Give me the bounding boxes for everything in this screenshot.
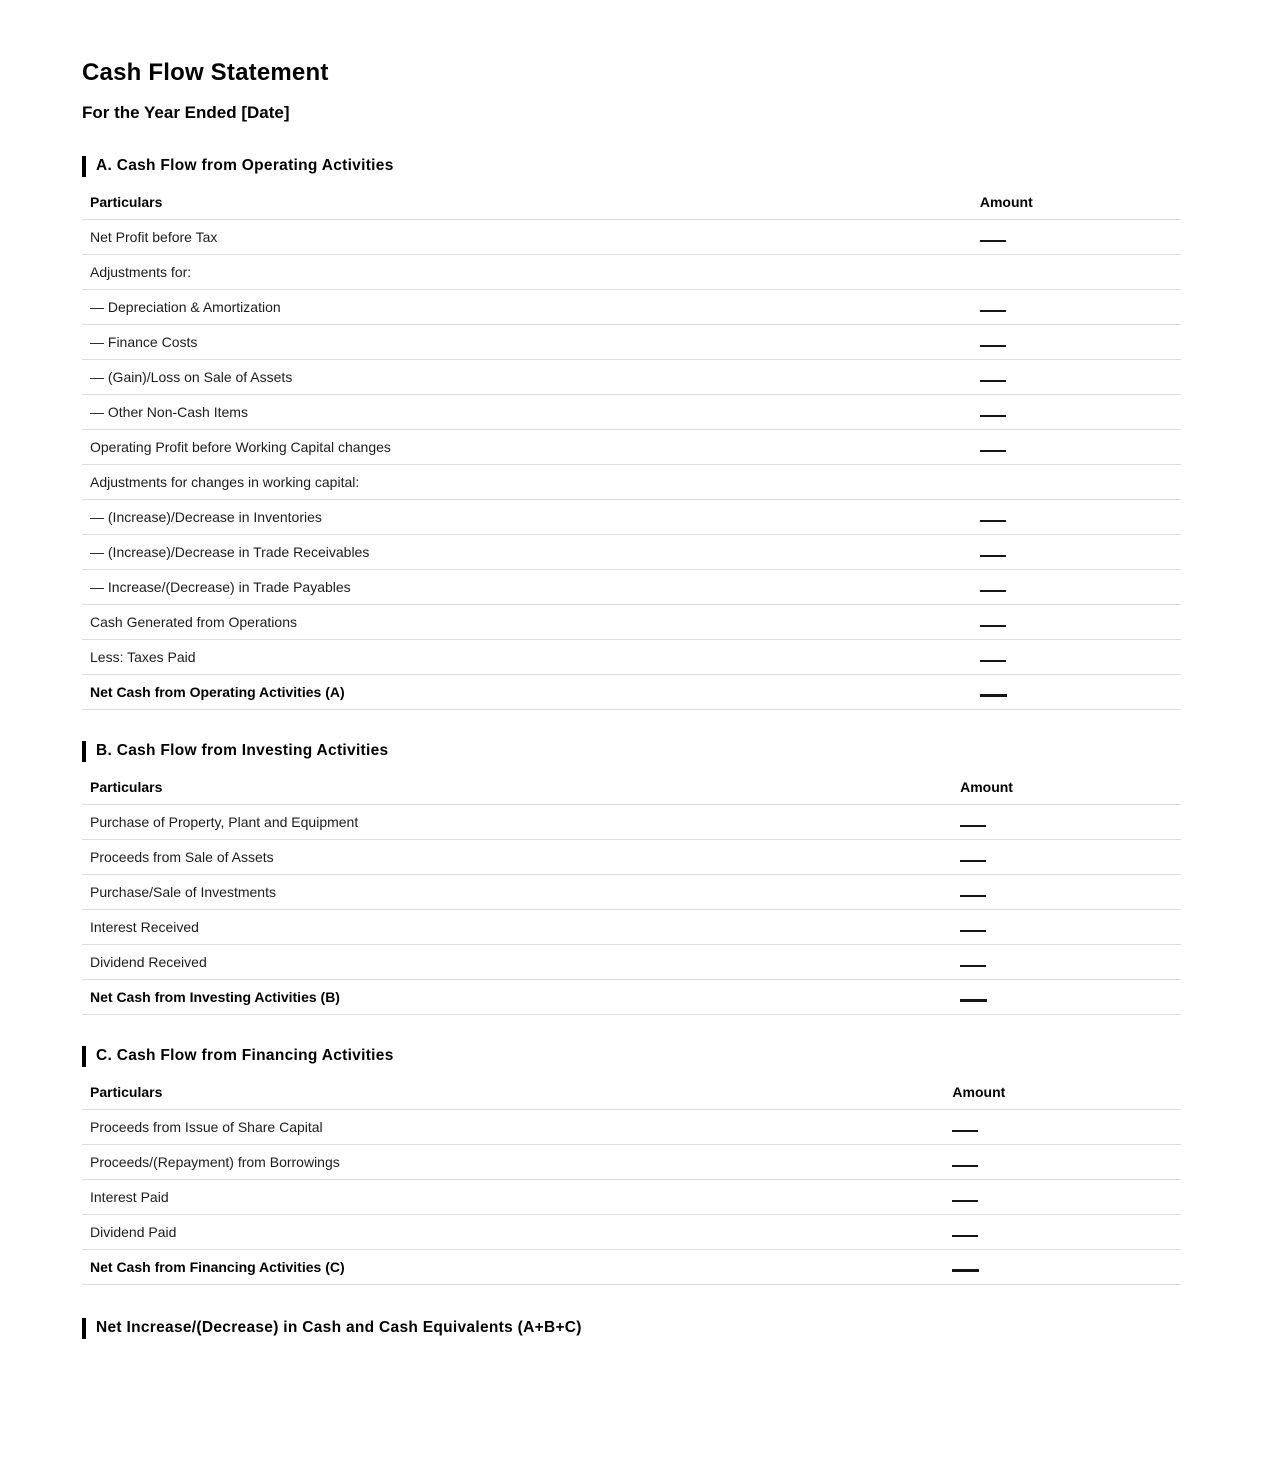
accent-bar — [82, 1046, 86, 1067]
row-label: — (Increase)/Decrease in Inventories — [82, 500, 980, 535]
amount-cell — [960, 805, 1181, 840]
amount-blank-line — [980, 405, 1006, 417]
row-label: Proceeds/(Repayment) from Borrowings — [82, 1145, 952, 1180]
amount-blank-line — [960, 885, 986, 897]
row-label: Less: Taxes Paid — [82, 640, 980, 675]
table-row — [82, 570, 1181, 605]
amount-blank-line — [960, 955, 986, 967]
amount-blank-line — [980, 230, 1006, 242]
amount-blank-line — [980, 650, 1006, 662]
sections — [82, 155, 1181, 1285]
section-heading — [82, 740, 1181, 762]
amount-blank-line — [952, 1120, 978, 1132]
amount-cell — [980, 640, 1181, 675]
amount-cell — [980, 675, 1181, 710]
table-row — [82, 675, 1181, 710]
amount-cell — [980, 290, 1181, 325]
amount-cell — [980, 605, 1181, 640]
table-row — [82, 290, 1181, 325]
row-label: Operating Profit before Working Capital changes — [82, 430, 980, 465]
amount-blank-line — [980, 335, 1006, 347]
amount-cell — [960, 875, 1181, 910]
amount-cell — [952, 1215, 1181, 1250]
table-row — [82, 980, 1181, 1015]
row-label: Interest Received — [82, 910, 960, 945]
table-row — [82, 640, 1181, 675]
amount-cell — [980, 465, 1181, 500]
amount-blank-line — [980, 685, 1007, 697]
section-heading — [82, 1045, 1181, 1067]
statement-table — [82, 770, 1181, 1015]
row-label: Dividend Received — [82, 945, 960, 980]
amount-blank-line — [980, 545, 1006, 557]
column-header: Particulars — [82, 770, 960, 805]
row-label: Purchase/Sale of Investments — [82, 875, 960, 910]
amount-cell — [980, 255, 1181, 290]
table-row — [82, 605, 1181, 640]
amount-cell — [980, 395, 1181, 430]
row-label: Adjustments for: — [82, 255, 980, 290]
row-label: — Increase/(Decrease) in Trade Payables — [82, 570, 980, 605]
column-header: Amount — [952, 1075, 1181, 1110]
table-row — [82, 910, 1181, 945]
table-row — [82, 875, 1181, 910]
column-header: Amount — [960, 770, 1181, 805]
column-header: Particulars — [82, 1075, 952, 1110]
table-row — [82, 945, 1181, 980]
amount-blank-line — [952, 1225, 978, 1237]
summary-heading — [82, 1317, 1181, 1339]
amount-blank-line — [960, 920, 986, 932]
table-row — [82, 465, 1181, 500]
section-heading-label: A. Cash Flow from Operating Activities — [96, 157, 394, 174]
amount-cell — [980, 500, 1181, 535]
amount-cell — [980, 360, 1181, 395]
row-label: Purchase of Property, Plant and Equipment — [82, 805, 960, 840]
table-row — [82, 1250, 1181, 1285]
amount-blank-line — [980, 615, 1006, 627]
table-row — [82, 395, 1181, 430]
row-label: — Finance Costs — [82, 325, 980, 360]
row-label: Interest Paid — [82, 1180, 952, 1215]
amount-blank-line — [960, 850, 986, 862]
statement-section — [82, 1045, 1181, 1285]
row-label: Proceeds from Sale of Assets — [82, 840, 960, 875]
table-row — [82, 1180, 1181, 1215]
page-subtitle: For the Year Ended [Date] — [82, 103, 290, 122]
row-label: — Other Non-Cash Items — [82, 395, 980, 430]
amount-cell — [952, 1110, 1181, 1145]
section-heading-label: B. Cash Flow from Investing Activities — [96, 742, 389, 759]
amount-blank-line — [960, 990, 987, 1002]
table-row — [82, 360, 1181, 395]
table-row — [82, 805, 1181, 840]
row-label: Dividend Paid — [82, 1215, 952, 1250]
row-label: Net Cash from Financing Activities (C) — [82, 1250, 952, 1285]
amount-cell — [960, 910, 1181, 945]
row-label: Net Cash from Operating Activities (A) — [82, 675, 980, 710]
accent-bar — [82, 741, 86, 762]
table-header-row — [82, 1075, 1181, 1110]
amount-blank-line — [980, 370, 1006, 382]
table-header-row — [82, 185, 1181, 220]
amount-cell — [952, 1145, 1181, 1180]
amount-blank-line — [952, 1190, 978, 1202]
amount-cell — [960, 945, 1181, 980]
table-row — [82, 1215, 1181, 1250]
statement-table — [82, 1075, 1181, 1285]
amount-cell — [960, 980, 1181, 1015]
table-row — [82, 1110, 1181, 1145]
statement-table — [82, 185, 1181, 710]
table-row — [82, 840, 1181, 875]
table-row — [82, 255, 1181, 290]
table-row — [82, 1145, 1181, 1180]
table-row — [82, 430, 1181, 465]
row-label: Cash Generated from Operations — [82, 605, 980, 640]
table-row — [82, 500, 1181, 535]
amount-cell — [980, 325, 1181, 360]
row-label: — (Gain)/Loss on Sale of Assets — [82, 360, 980, 395]
row-label: — (Increase)/Decrease in Trade Receivables — [82, 535, 980, 570]
statement-section — [82, 740, 1181, 1015]
amount-blank-line — [980, 580, 1006, 592]
table-row — [82, 535, 1181, 570]
row-label: Adjustments for changes in working capital: — [82, 465, 980, 500]
column-header: Amount — [980, 185, 1181, 220]
amount-cell — [952, 1250, 1181, 1285]
amount-blank-line — [952, 1155, 978, 1167]
page-title: Cash Flow Statement — [82, 59, 329, 86]
amount-cell — [952, 1180, 1181, 1215]
summary-heading-label: Net Increase/(Decrease) in Cash and Cash Equivalents (A+B+C) — [96, 1319, 582, 1336]
table-header-row — [82, 770, 1181, 805]
row-label: — Depreciation & Amortization — [82, 290, 980, 325]
statement-section — [82, 155, 1181, 710]
row-label: Proceeds from Issue of Share Capital — [82, 1110, 952, 1145]
amount-cell — [960, 840, 1181, 875]
row-label: Net Cash from Investing Activities (B) — [82, 980, 960, 1015]
amount-cell — [980, 570, 1181, 605]
amount-cell — [980, 430, 1181, 465]
amount-cell — [980, 535, 1181, 570]
section-heading-label: C. Cash Flow from Financing Activities — [96, 1047, 394, 1064]
amount-blank-line — [980, 510, 1006, 522]
accent-bar — [82, 156, 86, 177]
amount-blank-line — [980, 440, 1006, 452]
column-header: Particulars — [82, 185, 980, 220]
amount-cell — [980, 220, 1181, 255]
row-label: Net Profit before Tax — [82, 220, 980, 255]
amount-blank-line — [952, 1260, 979, 1272]
accent-bar — [82, 1318, 86, 1339]
table-row — [82, 325, 1181, 360]
amount-blank-line — [980, 300, 1006, 312]
amount-blank-line — [960, 815, 986, 827]
section-heading — [82, 155, 1181, 177]
table-row — [82, 220, 1181, 255]
